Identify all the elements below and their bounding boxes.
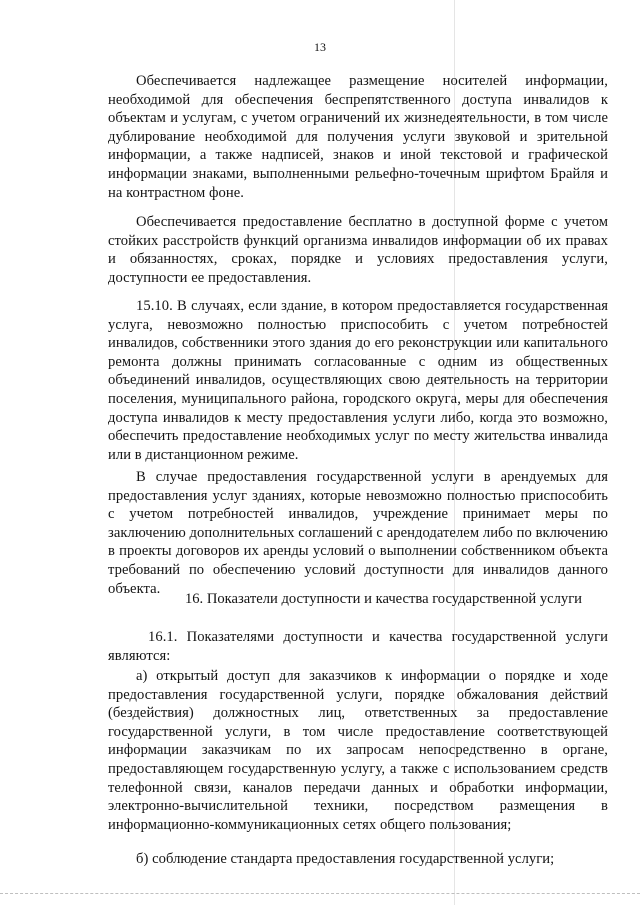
list-item-b: б) соблюдение стандарта предоставления государственной услуги; <box>136 851 555 867</box>
paragraph-15-10: 15.10. В случаях, если здание, в котором предоставляется государственная услуга, невозможно полностью приспособить с учетом потребностей инвалидов, собственники этого здания до его реконструкции или капитального ремонта должны принимать согласованные с одним из общественных объединений инвалидов, осуществляющих свою деятельность на территории поселения, муниципального района, городского округа, меры для обеспечения доступа инвалидов к месту предоставления услуги либо, когда это возможно, обеспечить предоставление необходимых услуг по месту жительства инвалида или в дистанционном режиме. <box>108 298 608 463</box>
scan-bottom-edge <box>0 893 640 895</box>
paragraph-16-1: 16.1. Показателями доступности и качества государственной услуги являются: <box>108 629 608 664</box>
paragraph-rented-buildings: В случае предоставления государственной услуги в арендуемых для предоставления услуг зданиях, которые невозможно полностью приспособить с учетом потребностей инвалидов, учреждение принимает меры по заключению дополнительных соглашений с арендодателем либо по включению в проекты договоров их аренды условий о выполнении собственником объекта требований по обеспечению условий доступности для инвалидов данного объекта. <box>108 469 608 597</box>
page-number: 13 <box>314 40 326 54</box>
list-item-a: а) открытый доступ для заказчиков к информации о порядке и ходе предоставления государственной услуги, порядке обжалования действий (бездействия) должностных лиц, ответственных за предоставление государственной услуги, в том числе предоставление соответствующей информации заказчикам по их запросам непосредственно в органе, предоставляющем государственную услугу, а также с использованием средств телефонной связи, каналов передачи данных и обработки информации, электронно-вычислительной техники, посредством размещения в информационно-коммуникационных сетях общего пользования; <box>108 668 608 833</box>
paragraph-free-information: Обеспечивается предоставление бесплатно в доступной форме с учетом стойких расстройств функций организма инвалидов информации об их правах и обязанностях, сроках, порядке и условиях предоставления услуги, доступности ее предоставления. <box>108 214 608 286</box>
section-heading-16: 16. Показатели доступности и качества государственной услуги <box>184 591 582 607</box>
paragraph-information-media: Обеспечивается надлежащее размещение носителей информации, необходимой для обеспечения беспрепятственного доступа инвалидов к объектам и услугам, с учетом ограничений их жизнедеятельности, в том числе дублирование необходимой для получения услуги звуковой и зрительной информации, а также надписей, знаков и иной текстовой и графической информации знаками, выполненными рельефно-точечным шрифтом Брайля и на контрастном фоне. <box>108 73 608 201</box>
